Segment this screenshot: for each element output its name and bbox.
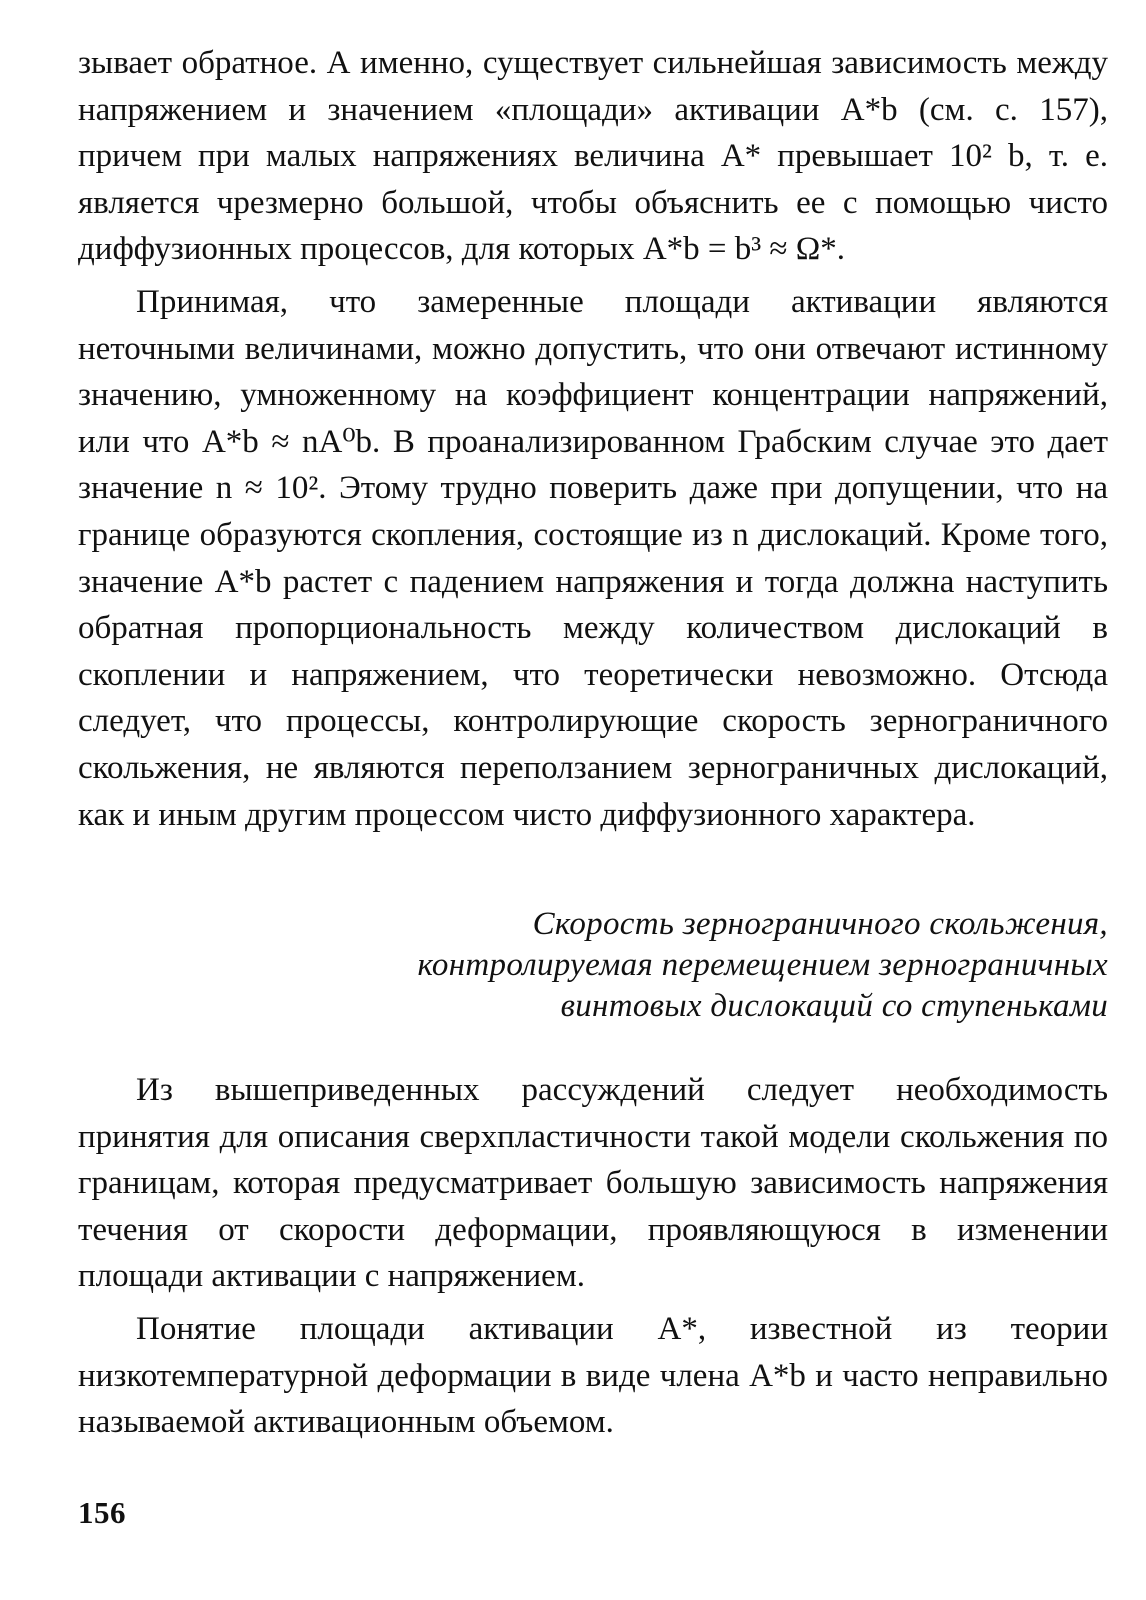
page-number: 156	[78, 1495, 126, 1530]
paragraph-model-requirement: Из вышеприведенных рассуждений следует необходимость принятия для описания сверхпластичности такой модели скольжения по границам, которая предусматривает большую зависимость напряжения течения от скорости деформации, проявляющуюся в изменении площади активации с напряжением.	[78, 1072, 1108, 1295]
section-heading-line-2: контролируемая перемещением зернограничных	[417, 947, 1108, 984]
paragraph-activation-area: Принимая, что замеренные площади активации являются неточными величинами, можно допустить, что они отвечают истинному значению, умноженному на коэффициент концентрации напряжений, или что A*b ≈ nA⁰b. В проанализированном Грабским случае это дает значение n ≈ 10². Этому трудно поверить даже при допущении, что на границе образуются скопления, состоящие из n дислокаций. Кроме того, значение A*b растет с падением напряжения и тогда должна наступить обратная пропорциональность между количеством дислокаций в скоплении и напряжением, что теоретически невозможно. Отсюда следует, что процессы, контролирующие скорость зернограничного скольжения, не являются переползанием зернограничных дислокаций, как и иным другим процессом чисто диффузионного характера.	[78, 283, 1108, 833]
section-heading-line-1: Скорость зернограничного скольжения,	[532, 906, 1108, 943]
book-page	[78, 40, 1108, 1580]
section-heading	[78, 904, 1108, 1027]
section-heading-line-3: винтовых дислокаций со ступеньками	[560, 988, 1108, 1025]
paragraph-continuation: зывает обратное. А именно, существует сильнейшая зависимость между напряжением и значением «площади» активации A*b (см. с. 157), причем при малых напряжениях величина A* превышает 10² b, т. е. является чрезмерно большой, чтобы объяснить ее с помощью чисто диффузионных процессов, для которых A*b = b³ ≈ Ω*.	[78, 45, 1108, 268]
paragraph-activation-concept: Понятие площади активации A*, известной из теории низкотемпературной деформации в виде члена A*b и часто неправильно называемой активационным объемом.	[78, 1311, 1108, 1441]
